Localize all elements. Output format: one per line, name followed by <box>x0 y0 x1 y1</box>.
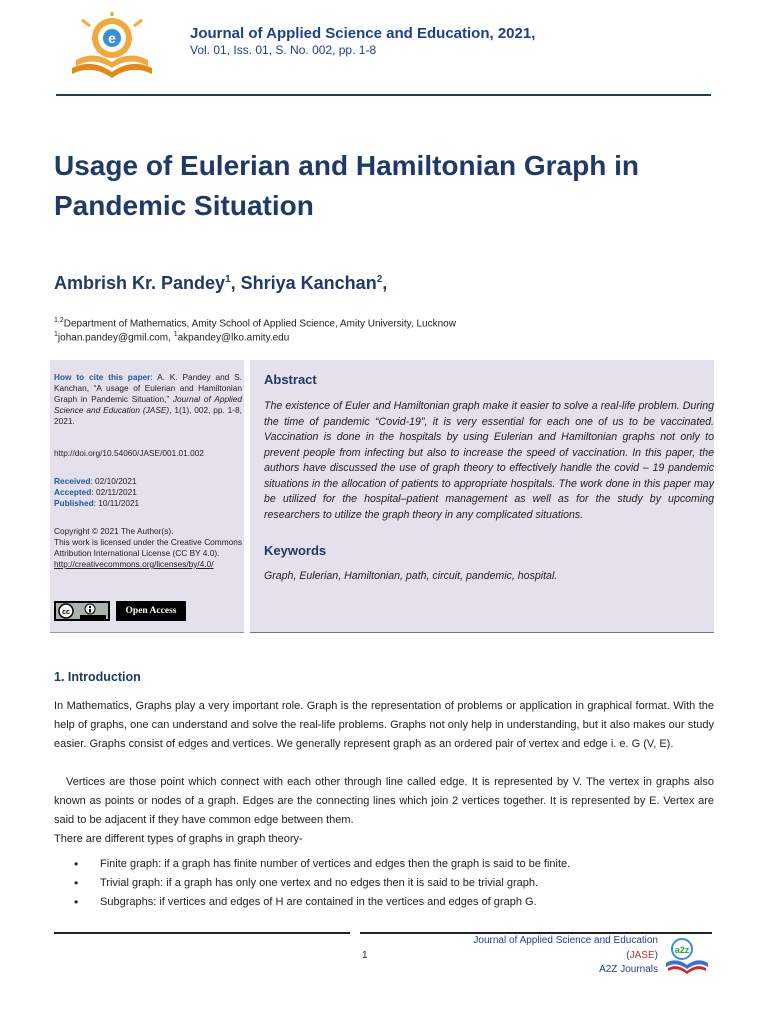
cc-by-badge <box>54 601 110 621</box>
accepted-date: : 02/11/2021 <box>91 487 137 497</box>
paragraph-2: Vertices are those point which connect with each other through line called edge. It is represented by V. The vertex in graphs also known as points or nodes of a graph. Edges are the connecting lines which join 2 vertices together. It is represented by E. Vertex are said to be adjacent if they have common edge between them. <box>54 776 714 826</box>
graph-types-list <box>54 855 714 912</box>
affiliation <box>54 317 456 329</box>
citation-panel-rule <box>50 632 244 633</box>
footer-divider-right <box>360 932 712 934</box>
email-1[interactable]: johan.pandey@gmil.com, <box>57 332 174 344</box>
copyright-text: Copyright © 2021 The Author(s). <box>54 526 174 536</box>
email-2-marker: 1 <box>173 331 178 338</box>
author-tail: , <box>382 273 388 293</box>
bullet-icon: • <box>74 895 79 909</box>
author-separator: , <box>230 273 241 293</box>
header-divider <box>56 94 711 96</box>
keywords-text: Graph, Eulerian, Hamiltonian, path, circuit, pandemic, hospital. <box>264 570 558 582</box>
paragraph-1: In Mathematics, Graphs play a very important role. Graph is the representation of problems or application in graphical format. With the help of graphs, one can understand and solve the real-life problems. Graphs not only help in understanding, but it also makes our study easier. Graphs consist of edges and vertices. We generally represent graph as an ordered pair of vertex and edge i. e. G (V, E). <box>54 700 714 750</box>
bullet-icon: • <box>74 857 79 871</box>
author-emails <box>54 331 289 343</box>
list-item-text: Subgraphs: if vertices and edges of H are contained in the vertices and edges of graph G. <box>100 896 537 908</box>
a2z-logo <box>664 935 710 975</box>
paragraph-3: There are different types of graphs in graph theory- <box>54 833 303 845</box>
author-1-affil: 1 <box>225 274 231 285</box>
author-2: Shriya Kanchan <box>240 273 377 293</box>
abstract-text: The existence of Euler and Hamiltonian graph make it easier to solve a real-life problem. During the time of pandemic “Covid-19”, it is very essential for each one of us to be vaccinated. Vaccination is done in the hospitals by using Eulerian and Hamiltonian graphs not only to prevent people from infecting but also to increase the speed of vaccination. In this paper, the authors have discussed the use of graph theory to effectively handle the covid – 19 pandemic situations in the allocation of patients to appropriate hospitals. The work done in this paper may be utilized for the hospital–patient management as well as for the study by upcoming researchers to utilize the graph theory in any complicated situations. <box>264 400 714 521</box>
journal-issue: Vol. 01, Iss. 01, S. No. 002, pp. 1-8 <box>190 43 377 57</box>
a2z-logo-text: a2z <box>674 945 690 955</box>
copyright-block <box>54 526 242 570</box>
svg-text:cc: cc <box>62 609 70 616</box>
published-label: Published <box>54 498 94 508</box>
journal-logo <box>62 10 162 88</box>
list-item <box>54 874 714 893</box>
license-text: This work is licensed under the Creative Commons Attribution International License (CC BY 4.0). <box>54 537 242 558</box>
footer-journal-abbrev <box>440 950 658 961</box>
list-item <box>54 855 714 874</box>
paper-title: Usage of Eulerian and Hamiltonian Graph in Pandemic Situation <box>54 150 639 221</box>
abstract-panel-rule <box>250 632 714 633</box>
list-item-text: Finite graph: if a graph has finite number of vertices and edges then the graph is said to be finite. <box>100 858 571 870</box>
jase-open: ( <box>626 950 630 961</box>
open-access-badge: Open Access <box>116 601 186 621</box>
footer-divider-left <box>54 932 350 934</box>
cite-journal: Journal of Applied Science and Education (JASE) <box>54 394 242 415</box>
received-label: Received <box>54 476 91 486</box>
cite-tail: , 1(1), 002, pp. 1-8, 2021. <box>54 405 242 426</box>
footer-journal-name: Journal of Applied Science and Education <box>473 935 658 946</box>
author-list <box>54 273 387 294</box>
how-to-cite <box>54 372 242 427</box>
author-2-affil: 2 <box>376 274 383 285</box>
email-2[interactable]: akpandey@lko.amity.edu <box>177 332 290 344</box>
jase-close: ) <box>654 950 658 961</box>
author-1: Ambrish Kr. Pandey <box>54 273 226 293</box>
section-heading-introduction: 1. Introduction <box>54 670 141 684</box>
license-link[interactable]: http://creativecommons.org/licenses/by/4.0/ <box>54 559 214 569</box>
journal-title: Journal of Applied Science and Education, 2021, <box>190 25 536 42</box>
jase-abbrev: JASE <box>629 950 655 961</box>
keywords-heading: Keywords <box>264 543 327 558</box>
affiliation-text: Department of Mathematics, Amity School of Applied Science, Amity University, Lucknow <box>63 318 456 330</box>
published-date: : 10/11/2021 <box>93 498 140 508</box>
accepted-label: Accepted <box>54 487 92 497</box>
received-date: : 02/10/2021 <box>90 476 137 486</box>
cite-text: : A. K. Pandey and S. Kanchan, “A usage of Eulerian and Hamiltonian Graph in Pandemic Situation,” <box>54 372 242 404</box>
email-1-marker: 1 <box>54 331 58 338</box>
cite-label: How to cite this paper <box>54 372 151 382</box>
svg-text:e: e <box>108 30 116 46</box>
footer-publisher: A2Z Journals <box>599 964 658 975</box>
list-item <box>54 893 714 912</box>
publication-dates <box>54 476 242 509</box>
page-number: 1 <box>362 950 368 961</box>
list-item-text: Trivial graph: if a graph has only one vertex and no edges then it is said to be trivial graph. <box>100 877 539 889</box>
abstract-heading: Abstract <box>264 372 317 387</box>
affiliation-marker: 1,2 <box>54 317 64 324</box>
doi-link[interactable]: http://doi.org/10.54060/JASE/001.01.002 <box>54 448 204 458</box>
bullet-icon: • <box>74 876 79 890</box>
